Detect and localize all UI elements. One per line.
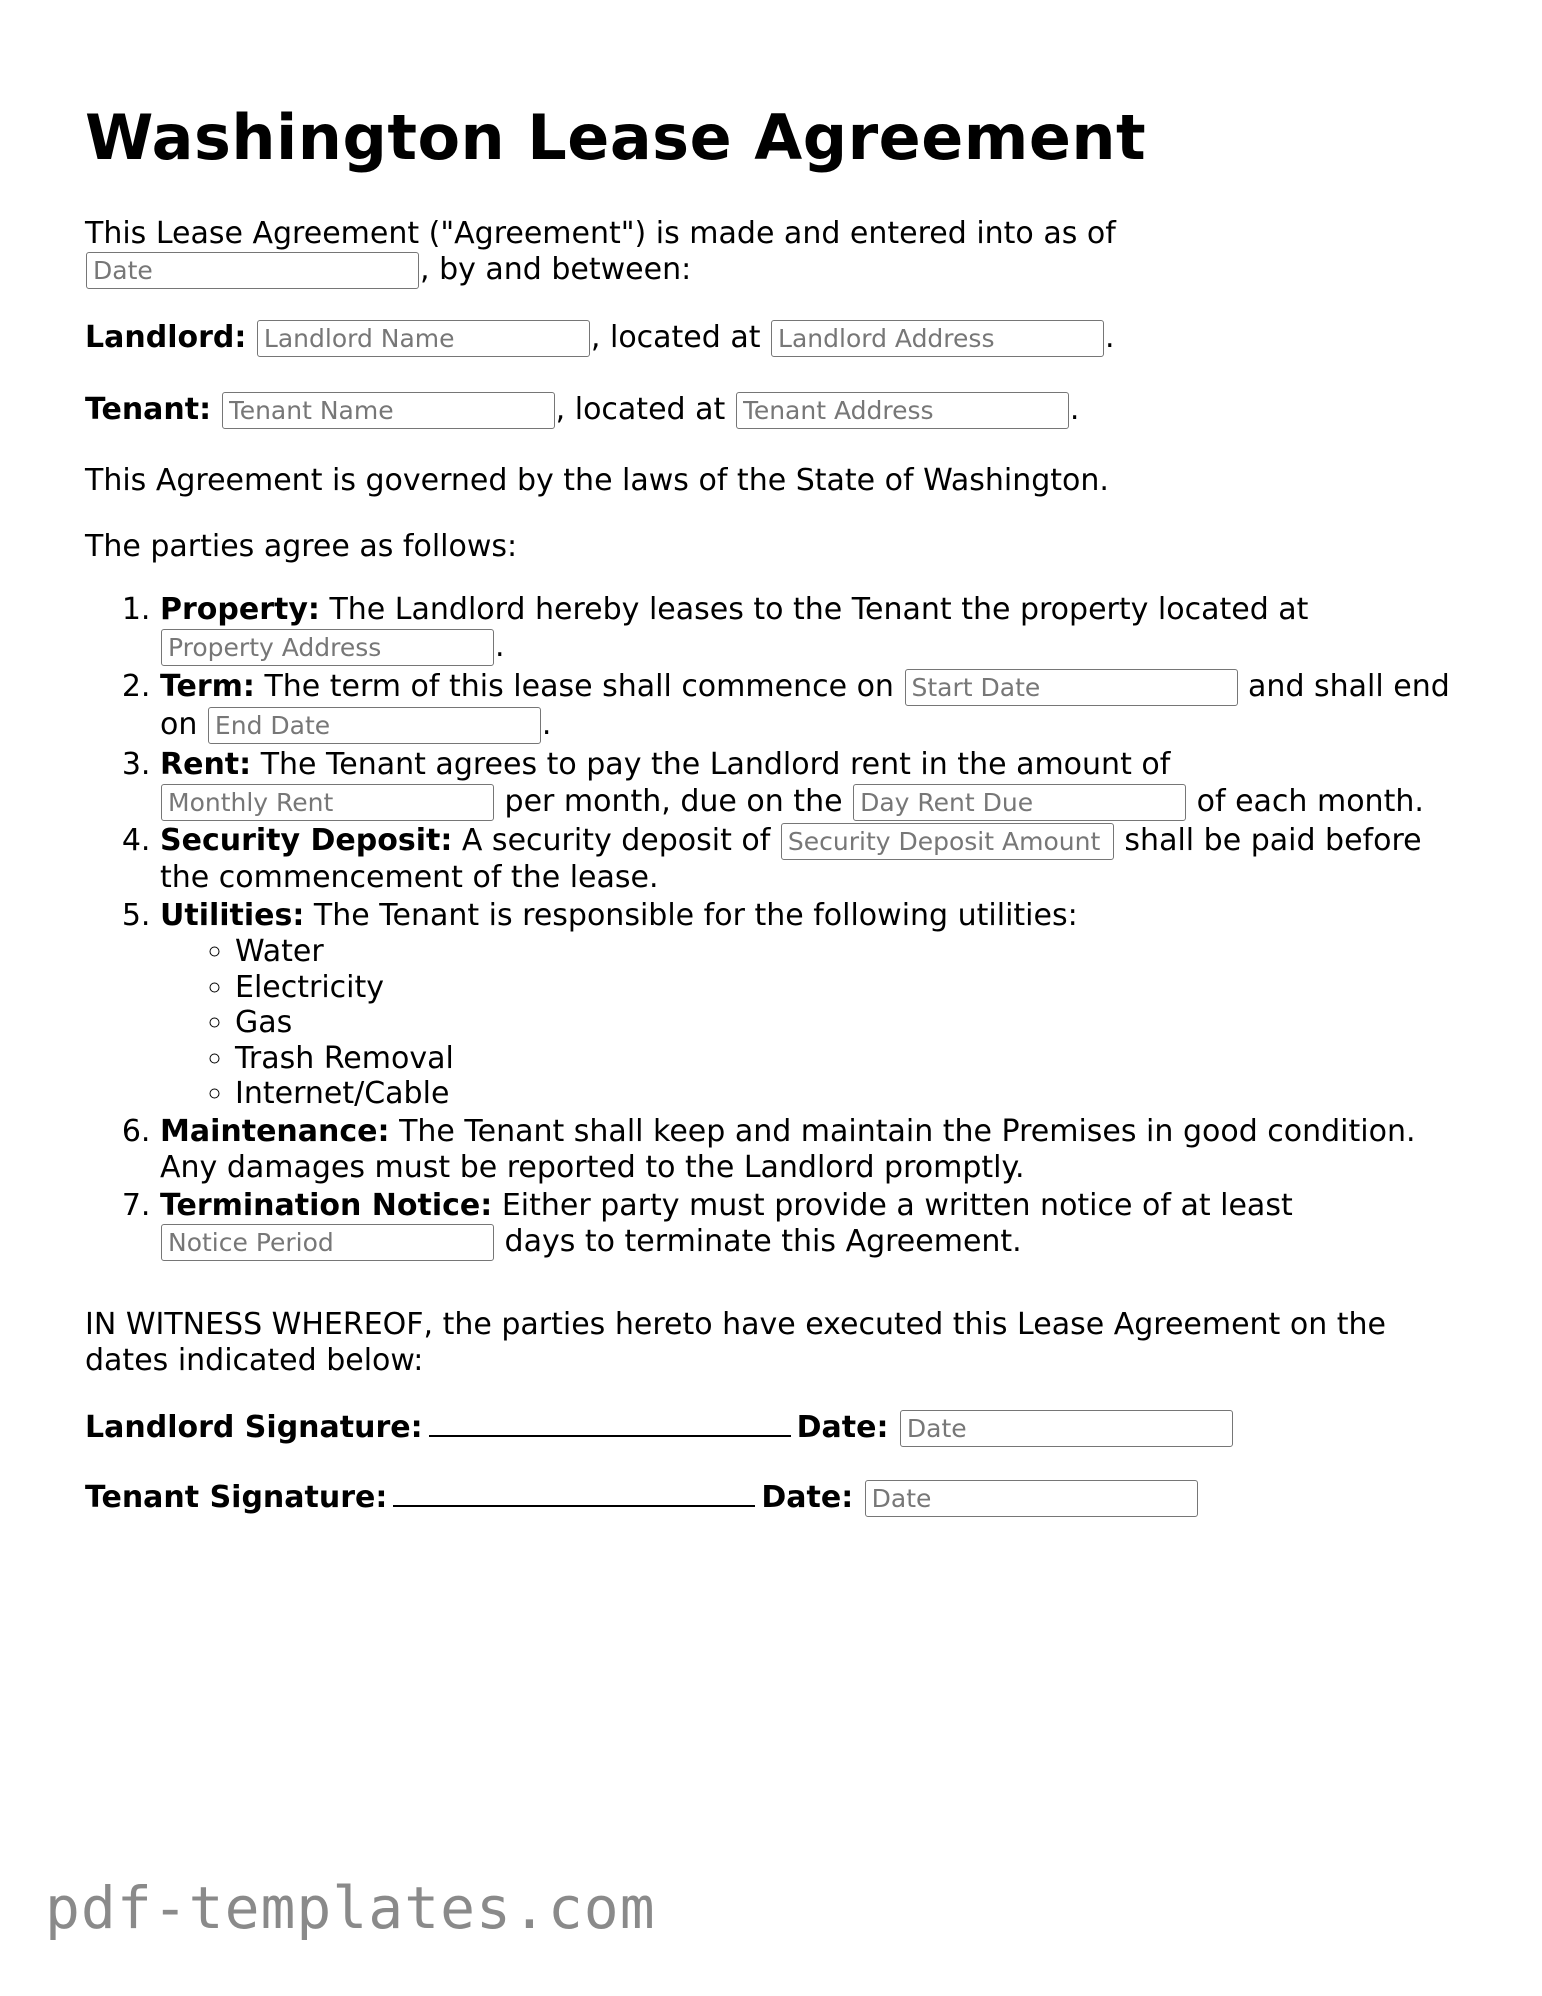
property-label: Property: [160, 592, 320, 627]
day-rent-due-input[interactable] [853, 784, 1186, 821]
utilities-list [160, 934, 1465, 1112]
term-label: Term: [160, 669, 255, 704]
tenant-line [85, 391, 1465, 429]
deposit-text-after: shall be paid before the commencement of the lease. [160, 823, 1422, 895]
termination-text: Either party must provide a written notice of at least [501, 1187, 1293, 1223]
tenant-period: . [1069, 392, 1080, 427]
utility-item: ◦ Water [235, 934, 1465, 970]
landlord-signature-label: Landlord Signature: [85, 1409, 423, 1445]
rent-text-month: of each month. [1196, 784, 1424, 819]
landlord-address-input[interactable] [771, 320, 1104, 357]
property-period: . [495, 629, 505, 664]
monthly-rent-input[interactable] [161, 784, 494, 821]
landlord-located-at-text: , located at [590, 320, 761, 355]
term-term [160, 668, 1465, 744]
terms-list [85, 591, 1465, 1261]
tenant-signature-line [85, 1479, 1465, 1517]
lease-document [85, 100, 1465, 1549]
maintenance-label: Maintenance: [160, 1113, 390, 1149]
term-security-deposit [160, 823, 1465, 896]
parties-agree-text: The parties agree as follows: [85, 529, 518, 564]
term-text-end: and shall end on [160, 669, 1450, 742]
watermark: pdf-templates.com [45, 1874, 656, 1942]
landlord-label: Landlord: [85, 320, 247, 355]
notice-period-input[interactable] [161, 1224, 494, 1261]
tenant-address-input[interactable] [736, 392, 1069, 429]
tenant-signature-date-input[interactable] [865, 1480, 1198, 1517]
tenant-date-label: Date: [761, 1479, 854, 1515]
intro-text: This Lease Agreement ("Agreement") is made and entered into as of [85, 216, 1116, 251]
deposit-label: Security Deposit: [160, 823, 453, 858]
landlord-signature-line [85, 1409, 1465, 1447]
termination-text-after: days to terminate this Agreement. [504, 1223, 1022, 1259]
term-property [160, 591, 1465, 666]
property-address-input[interactable] [161, 629, 494, 666]
end-date-input[interactable] [208, 707, 541, 744]
governed-by-text: This Agreement is governed by the laws of the State of Washington. [85, 463, 1109, 498]
start-date-input[interactable] [905, 669, 1238, 706]
term-maintenance [160, 1114, 1465, 1186]
security-deposit-input[interactable] [781, 823, 1114, 860]
termination-label: Termination Notice: [160, 1187, 493, 1223]
landlord-period: . [1105, 320, 1115, 355]
tenant-signature-field[interactable] [393, 1479, 755, 1507]
landlord-line [85, 319, 1465, 357]
intro-paragraph [85, 216, 1145, 289]
utility-item: ◦ Internet/Cable [235, 1076, 1465, 1112]
page-title: Washington Lease Agreement [85, 101, 1147, 174]
rent-text-due: per month, due on the [504, 784, 843, 819]
rent-label: Rent: [160, 747, 252, 782]
utilities-text: The Tenant is responsible for the following utilities: [313, 898, 1078, 933]
utility-item: ◦ Gas [235, 1005, 1465, 1041]
maintenance-text: The Tenant shall keep and maintain the Premises in good condition. Any damages must be reported to the Landlord promptly. [160, 1113, 1416, 1185]
utility-item: ◦ Electricity [235, 970, 1465, 1006]
utility-item: ◦ Trash Removal [235, 1041, 1465, 1077]
tenant-signature-label: Tenant Signature: [85, 1479, 388, 1515]
term-period: . [541, 707, 552, 742]
tenant-label: Tenant: [85, 392, 212, 427]
intro-by-between-text: , by and between: [420, 252, 692, 287]
agreement-date-input[interactable] [86, 252, 419, 289]
utilities-label: Utilities: [160, 898, 305, 933]
witness-text: IN WITNESS WHEREOF, the parties hereto have executed this Lease Agreement on the dates indicated below: [85, 1306, 1386, 1378]
term-text-commence: The term of this lease shall commence on [264, 669, 894, 704]
term-termination-notice [160, 1188, 1465, 1261]
deposit-text: A security deposit of [461, 823, 771, 858]
tenant-located-at-text: , located at [555, 392, 726, 427]
term-utilities [160, 898, 1465, 1112]
tenant-name-input[interactable] [222, 392, 555, 429]
term-rent [160, 746, 1465, 821]
landlord-signature-field[interactable] [429, 1409, 791, 1437]
property-text: The Landlord hereby leases to the Tenant the property located at [329, 592, 1309, 627]
landlord-date-label: Date: [796, 1409, 889, 1445]
rent-text-amount: The Tenant agrees to pay the Landlord rent in the amount of [260, 747, 1171, 782]
landlord-name-input[interactable] [257, 320, 590, 357]
landlord-signature-date-input[interactable] [900, 1410, 1233, 1447]
